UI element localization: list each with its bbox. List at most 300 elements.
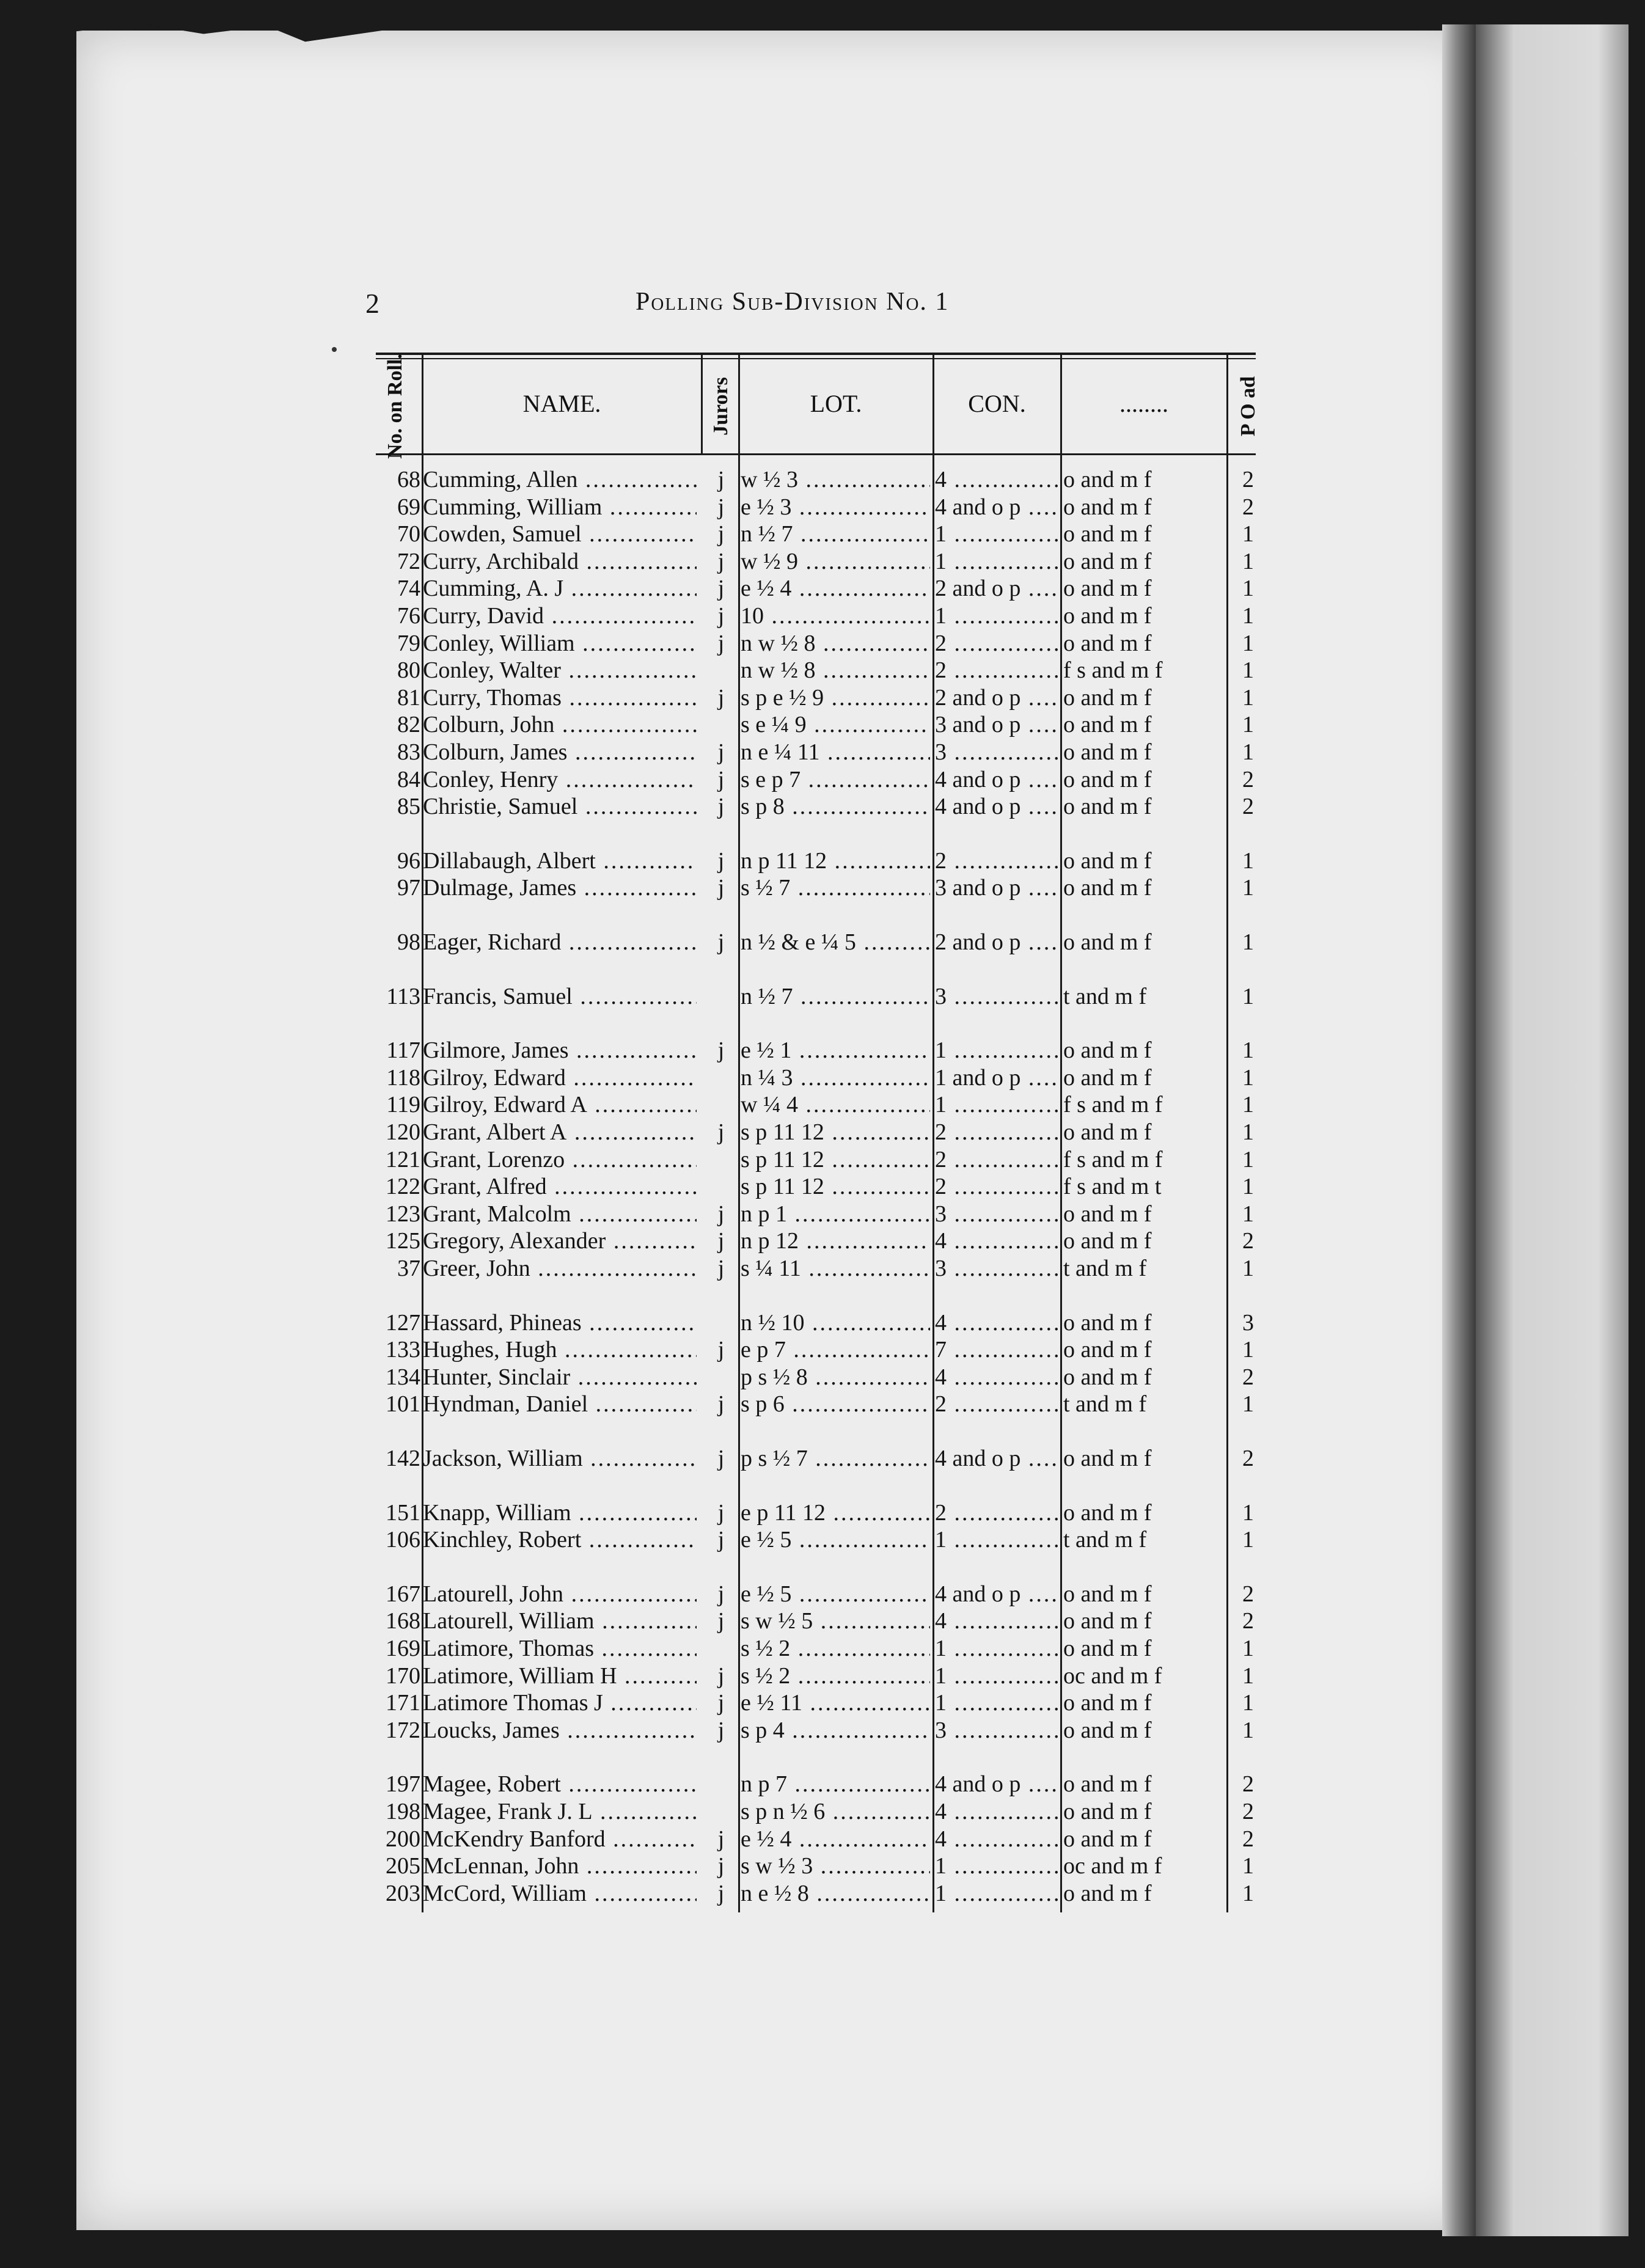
lot-value: s ½ 2 ..... [741, 1663, 930, 1689]
concession-value: 3 ..... [935, 739, 1058, 766]
voter-name: Latimore, Thomas ..... [423, 1635, 697, 1662]
table-row [0, 1201, 1645, 1227]
po-address-value: 1 [1242, 1256, 1254, 1281]
occupation-value: o and m f [1063, 549, 1152, 574]
voter-name: Grant, Alfred ..... [423, 1173, 697, 1200]
concession-value: 1 ..... [935, 1635, 1058, 1662]
po-address-value: 1 [1242, 549, 1254, 574]
po-address-value: 2 [1242, 494, 1254, 520]
occupation-value: o and m f [1063, 1446, 1152, 1471]
table-row [0, 929, 1645, 956]
occupation-value: f s and m f [1063, 657, 1163, 683]
concession-value: 1 and o p ..... [935, 1064, 1058, 1091]
occupation-value: o and m f [1063, 1201, 1152, 1227]
occupation-value: o and m f [1063, 767, 1152, 792]
po-address-value: 1 [1242, 1037, 1254, 1063]
concession-value: 1 ..... [935, 548, 1058, 575]
po-address-value: 2 [1242, 1228, 1254, 1254]
roll-number: 169 [386, 1636, 420, 1661]
concession-value: 4 and o p ..... [935, 494, 1058, 521]
concession-value: 3 ..... [935, 1717, 1058, 1744]
lot-value: p s ½ 7 ..... [741, 1445, 930, 1472]
juror-mark: j [717, 739, 725, 765]
occupation-value: o and m f [1063, 1881, 1152, 1906]
concession-value: 3 and o p ..... [935, 711, 1058, 738]
roll-number: 101 [386, 1391, 420, 1417]
table-row [0, 1255, 1645, 1282]
concession-value: 3 ..... [935, 1255, 1058, 1282]
po-address-value: 1 [1242, 984, 1254, 1009]
po-address-value: 1 [1242, 1147, 1254, 1172]
roll-number: 79 [397, 631, 420, 656]
juror-mark: j [717, 1881, 725, 1906]
occupation-value: o and m f [1063, 1717, 1152, 1743]
table-row [0, 602, 1645, 629]
juror-mark: j [717, 848, 725, 874]
occupation-value: f s and m f [1063, 1092, 1163, 1118]
po-address-value: 2 [1242, 1608, 1254, 1634]
lot-value: n ½ 7 ..... [741, 983, 930, 1010]
lot-value: n e ¼ 11 ..... [741, 739, 930, 766]
occupation-value: o and m f [1063, 1228, 1152, 1254]
lot-value: s e ¼ 9 ..... [741, 711, 930, 738]
concession-value: 2 ..... [935, 1146, 1058, 1173]
po-address-value: 2 [1242, 467, 1254, 492]
roll-number: 200 [386, 1826, 420, 1852]
po-address-value: 1 [1242, 1092, 1254, 1118]
roll-number: 123 [386, 1201, 420, 1227]
voter-name: McLennan, John ..... [423, 1853, 697, 1879]
po-address-value: 1 [1242, 739, 1254, 765]
voter-name: McKendry Banford ..... [423, 1826, 697, 1853]
lot-value: s ¼ 11 ..... [741, 1255, 930, 1282]
table-row [0, 657, 1645, 684]
po-address-value: 3 [1242, 1310, 1254, 1336]
lot-value: e ½ 3 ..... [741, 494, 930, 521]
concession-value: 4 ..... [935, 1309, 1058, 1336]
lot-value: e ½ 4 ..... [741, 1826, 930, 1853]
po-address-value: 1 [1242, 1853, 1254, 1879]
voter-name: Christie, Samuel ..... [423, 793, 697, 820]
lot-value: s e p 7 ..... [741, 766, 930, 793]
table-row [0, 1689, 1645, 1716]
voter-name: Cowden, Samuel ..... [423, 521, 697, 547]
voter-name: Loucks, James ..... [423, 1717, 697, 1744]
table-row [0, 1826, 1645, 1853]
occupation-value: o and m f [1063, 576, 1152, 601]
occupation-value: o and m f [1063, 603, 1152, 629]
roll-number: 82 [397, 712, 420, 737]
concession-value: 4 ..... [935, 1364, 1058, 1391]
juror-mark: j [717, 494, 725, 520]
lot-value: s p 6 ..... [741, 1391, 930, 1418]
concession-value: 2 ..... [935, 1499, 1058, 1526]
concession-value: 1 ..... [935, 1880, 1058, 1907]
po-address-value: 1 [1242, 1500, 1254, 1526]
table-row [0, 575, 1645, 602]
juror-mark: j [717, 875, 725, 901]
table-row [0, 1853, 1645, 1879]
voter-name: Hassard, Phineas ..... [423, 1309, 697, 1336]
po-address-value: 1 [1242, 712, 1254, 737]
concession-value: 2 ..... [935, 1119, 1058, 1146]
table-row [0, 684, 1645, 711]
concession-value: 2 ..... [935, 847, 1058, 874]
roll-number: 198 [386, 1799, 420, 1824]
roll-number: 84 [397, 767, 420, 792]
header-no-on-roll: No. on Roll. [384, 354, 407, 459]
po-address-value: 1 [1242, 521, 1254, 547]
roll-number: 127 [386, 1310, 420, 1336]
table-row [0, 1064, 1645, 1091]
juror-mark: j [717, 631, 725, 656]
occupation-value: o and m f [1063, 1310, 1152, 1336]
occupation-value: o and m f [1063, 712, 1152, 737]
roll-number: 172 [386, 1717, 420, 1743]
concession-value: 2 and o p ..... [935, 929, 1058, 956]
roll-number: 98 [397, 929, 420, 955]
occupation-value: t and m f [1063, 1391, 1147, 1417]
roll-number: 120 [386, 1119, 420, 1145]
lot-value: e ½ 11 ..... [741, 1689, 930, 1716]
po-address-value: 1 [1242, 603, 1254, 629]
lot-value: s p n ½ 6 ..... [741, 1798, 930, 1825]
roll-number: 197 [386, 1771, 420, 1797]
po-address-value: 1 [1242, 1717, 1254, 1743]
concession-value: 1 ..... [935, 1853, 1058, 1879]
concession-value: 1 ..... [935, 1091, 1058, 1118]
voter-name: Latourell, John ..... [423, 1581, 697, 1608]
voter-name: Greer, John ..... [423, 1255, 697, 1282]
table-row [0, 1445, 1645, 1472]
juror-mark: j [717, 1581, 725, 1607]
roll-number: 72 [397, 549, 420, 574]
roll-number: 142 [386, 1446, 420, 1471]
juror-mark: j [717, 1446, 725, 1471]
table-row [0, 1091, 1645, 1118]
occupation-value: o and m f [1063, 1337, 1152, 1363]
roll-number: 167 [386, 1581, 420, 1607]
voter-name: Gilmore, James ..... [423, 1037, 697, 1064]
po-address-value: 2 [1242, 1581, 1254, 1607]
header-occupation: ........ [1119, 389, 1168, 417]
roll-number: 76 [397, 603, 420, 629]
juror-mark: j [717, 1826, 725, 1852]
lot-value: e ½ 5 ..... [741, 1581, 930, 1608]
roll-number: 85 [397, 794, 420, 819]
lot-value: e ½ 5 ..... [741, 1526, 930, 1553]
table-row [0, 1663, 1645, 1689]
lot-value: s w ½ 3 ..... [741, 1853, 930, 1879]
occupation-value: o and m f [1063, 1364, 1152, 1390]
table-row [0, 1309, 1645, 1336]
juror-mark: j [717, 549, 725, 574]
occupation-value: f s and m t [1063, 1174, 1162, 1199]
voter-name: Eager, Richard ..... [423, 929, 697, 956]
roll-number: 69 [397, 494, 420, 520]
table-row [0, 1173, 1645, 1200]
occupation-value: oc and m f [1063, 1663, 1162, 1689]
juror-mark: j [717, 1037, 725, 1063]
voter-name: Magee, Robert ..... [423, 1771, 697, 1798]
concession-value: 4 and o p ..... [935, 1771, 1058, 1798]
header-jurors: Jurors [709, 377, 732, 436]
lot-value: s ½ 2 ..... [741, 1635, 930, 1662]
voter-name: Dulmage, James ..... [423, 874, 697, 901]
voter-name: Cumming, Allen ..... [423, 466, 697, 493]
lot-value: n w ½ 8 ..... [741, 630, 930, 657]
po-address-value: 2 [1242, 1771, 1254, 1797]
po-address-value: 1 [1242, 1636, 1254, 1661]
juror-mark: j [717, 521, 725, 547]
roll-number: 37 [397, 1256, 420, 1281]
juror-mark: j [717, 1690, 725, 1716]
roll-number: 119 [386, 1092, 420, 1118]
juror-mark: j [717, 929, 725, 955]
juror-mark: j [717, 1201, 725, 1227]
lot-value: w ½ 9 ..... [741, 548, 930, 575]
juror-mark: j [717, 1608, 725, 1634]
table-row [0, 1880, 1645, 1907]
concession-value: 7 ..... [935, 1336, 1058, 1363]
table-row [0, 983, 1645, 1010]
po-address-value: 2 [1242, 1799, 1254, 1824]
juror-mark: j [717, 1663, 725, 1689]
lot-value: n ½ 10 ..... [741, 1309, 930, 1336]
table-row [0, 1635, 1645, 1662]
roll-number: 125 [386, 1228, 420, 1254]
roll-number: 80 [397, 657, 420, 683]
juror-mark: j [717, 794, 725, 819]
occupation-value: o and m f [1063, 1636, 1152, 1661]
roll-number: 134 [386, 1364, 420, 1390]
po-address-value: 2 [1242, 1446, 1254, 1471]
lot-value: n ½ & e ¼ 5 ..... [741, 929, 930, 956]
juror-mark: j [717, 1391, 725, 1417]
lot-value: e ½ 1 ..... [741, 1037, 930, 1064]
concession-value: 1 ..... [935, 1663, 1058, 1689]
occupation-value: o and m f [1063, 1799, 1152, 1824]
lot-value: n ½ 7 ..... [741, 521, 930, 547]
lot-value: n e ½ 8 ..... [741, 1880, 930, 1907]
table-row [0, 1499, 1645, 1526]
po-address-value: 1 [1242, 848, 1254, 874]
juror-mark: j [717, 467, 725, 492]
concession-value: 4 and o p ..... [935, 766, 1058, 793]
juror-mark: j [717, 1337, 725, 1363]
table-row [0, 739, 1645, 766]
voter-name: Latimore Thomas J ..... [423, 1689, 697, 1716]
header-po-address: P O ad [1237, 376, 1259, 437]
occupation-value: o and m f [1063, 1608, 1152, 1634]
voter-name: Conley, Walter ..... [423, 657, 697, 684]
lot-value: w ½ 3 ..... [741, 466, 930, 493]
page-title: Polling Sub-Division No. 1 [636, 288, 950, 316]
voter-name: Kinchley, Robert ..... [423, 1526, 697, 1553]
occupation-value: o and m f [1063, 1771, 1152, 1797]
po-address-value: 1 [1242, 685, 1254, 711]
voter-name: Grant, Malcolm ..... [423, 1201, 697, 1227]
table-row [0, 766, 1645, 793]
juror-mark: j [717, 1853, 725, 1879]
voter-name: Cumming, A. J ..... [423, 575, 697, 602]
lot-value: n p 7 ..... [741, 1771, 930, 1798]
po-address-value: 1 [1242, 1174, 1254, 1199]
po-address-value: 1 [1242, 1337, 1254, 1363]
roll-number: 118 [386, 1065, 420, 1091]
occupation-value: o and m f [1063, 875, 1152, 901]
voter-name: Colburn, John ..... [423, 711, 697, 738]
concession-value: 4 and o p ..... [935, 1581, 1058, 1608]
lot-value: s p 11 12 ..... [741, 1146, 930, 1173]
header-con: CON. [968, 389, 1026, 417]
concession-value: 2 ..... [935, 1173, 1058, 1200]
juror-mark: j [717, 1527, 725, 1553]
occupation-value: o and m f [1063, 1037, 1152, 1063]
occupation-value: o and m f [1063, 929, 1152, 955]
concession-value: 2 ..... [935, 1391, 1058, 1418]
voter-name: Curry, Thomas ..... [423, 684, 697, 711]
concession-value: 2 ..... [935, 630, 1058, 657]
juror-mark: j [717, 1256, 725, 1281]
table-row [0, 1391, 1645, 1418]
po-address-value: 1 [1242, 1527, 1254, 1553]
voter-name: Grant, Albert A ..... [423, 1119, 697, 1146]
roll-number: 113 [386, 984, 420, 1009]
roll-number: 68 [397, 467, 420, 492]
concession-value: 4 ..... [935, 1826, 1058, 1853]
occupation-value: o and m f [1063, 494, 1152, 520]
concession-value: 4 ..... [935, 1608, 1058, 1634]
roll-number: 70 [397, 521, 420, 547]
roll-number: 106 [386, 1527, 420, 1553]
table-row [0, 1336, 1645, 1363]
lot-value: s ½ 7 ..... [741, 874, 930, 901]
table-row [0, 1717, 1645, 1744]
lot-value: n w ½ 8 ..... [741, 657, 930, 684]
roll-number: 117 [386, 1037, 420, 1063]
lot-value: s p e ½ 9 ..... [741, 684, 930, 711]
lot-value: s p 11 12 ..... [741, 1173, 930, 1200]
po-address-value: 1 [1242, 929, 1254, 955]
occupation-value: t and m f [1063, 1527, 1147, 1553]
header-name: NAME. [522, 389, 601, 417]
voter-name: Gilroy, Edward ..... [423, 1064, 697, 1091]
concession-value: 4 and o p ..... [935, 1445, 1058, 1472]
table-row [0, 793, 1645, 820]
concession-value: 4 ..... [935, 1227, 1058, 1254]
concession-value: 1 ..... [935, 521, 1058, 547]
table-row [0, 521, 1645, 547]
table-row [0, 847, 1645, 874]
table-row [0, 630, 1645, 657]
po-address-value: 1 [1242, 657, 1254, 683]
lot-value: e p 7 ..... [741, 1336, 930, 1363]
juror-mark: j [717, 685, 725, 711]
concession-value: 4 ..... [935, 1798, 1058, 1825]
voter-name: Conley, Henry ..... [423, 766, 697, 793]
table-row [0, 494, 1645, 521]
roll-number: 74 [397, 576, 420, 601]
concession-value: 1 ..... [935, 1526, 1058, 1553]
occupation-value: o and m f [1063, 685, 1152, 711]
occupation-value: o and m f [1063, 1119, 1152, 1145]
juror-mark: j [717, 1228, 725, 1254]
voter-name: Curry, Archibald ..... [423, 548, 697, 575]
po-address-value: 1 [1242, 875, 1254, 901]
concession-value: 3 ..... [935, 983, 1058, 1010]
voter-name: Magee, Frank J. L ..... [423, 1798, 697, 1825]
lot-value: n p 11 12 ..... [741, 847, 930, 874]
table-row [0, 466, 1645, 493]
voter-name: Conley, William ..... [423, 630, 697, 657]
concession-value: 2 ..... [935, 657, 1058, 684]
po-address-value: 1 [1242, 1690, 1254, 1716]
table-row [0, 1364, 1645, 1391]
voter-name: Dillabaugh, Albert ..... [423, 847, 697, 874]
lot-value: w ¼ 4 ..... [741, 1091, 930, 1118]
concession-value: 3 ..... [935, 1201, 1058, 1227]
roll-number: 83 [397, 739, 420, 765]
voter-name: Curry, David ..... [423, 602, 697, 629]
juror-mark: j [717, 603, 725, 629]
occupation-value: o and m f [1063, 1500, 1152, 1526]
po-address-value: 2 [1242, 1826, 1254, 1852]
occupation-value: o and m f [1063, 1581, 1152, 1607]
voter-name: Gregory, Alexander ..... [423, 1227, 697, 1254]
roll-number: 205 [386, 1853, 420, 1879]
concession-value: 1 ..... [935, 1037, 1058, 1064]
occupation-value: o and m f [1063, 848, 1152, 874]
voter-name: Colburn, James ..... [423, 739, 697, 766]
occupation-value: oc and m f [1063, 1853, 1162, 1879]
occupation-value: o and m f [1063, 1065, 1152, 1091]
voter-name: Gilroy, Edward A ..... [423, 1091, 697, 1118]
table-row [0, 1227, 1645, 1254]
occupation-value: o and m f [1063, 521, 1152, 547]
concession-value: 4 ..... [935, 466, 1058, 493]
roll-number: 122 [386, 1174, 420, 1199]
voter-name: Knapp, William ..... [423, 1499, 697, 1526]
voter-name: Hunter, Sinclair ..... [423, 1364, 697, 1391]
roll-number: 97 [397, 875, 420, 901]
juror-mark: j [717, 1500, 725, 1526]
concession-value: 3 and o p ..... [935, 874, 1058, 901]
voter-name: Latourell, William ..... [423, 1608, 697, 1634]
voter-name: McCord, William ..... [423, 1880, 697, 1907]
table-row [0, 1771, 1645, 1798]
occupation-value: o and m f [1063, 1690, 1152, 1716]
table-row [0, 1119, 1645, 1146]
table-row [0, 1581, 1645, 1608]
po-address-value: 1 [1242, 1663, 1254, 1689]
po-address-value: 2 [1242, 1364, 1254, 1390]
lot-value: 10 ..... [741, 602, 930, 629]
roll-number: 170 [386, 1663, 420, 1689]
voter-name: Hyndman, Daniel ..... [423, 1391, 697, 1418]
concession-value: 1 ..... [935, 602, 1058, 629]
header-lot: LOT. [810, 389, 862, 417]
roll-number: 121 [386, 1147, 420, 1172]
lot-value: s w ½ 5 ..... [741, 1608, 930, 1634]
po-address-value: 1 [1242, 1201, 1254, 1227]
concession-value: 2 and o p ..... [935, 684, 1058, 711]
table-row [0, 548, 1645, 575]
occupation-value: o and m f [1063, 794, 1152, 819]
po-address-value: 1 [1242, 576, 1254, 601]
voter-name: Hughes, Hugh ..... [423, 1336, 697, 1363]
occupation-value: t and m f [1063, 984, 1147, 1009]
